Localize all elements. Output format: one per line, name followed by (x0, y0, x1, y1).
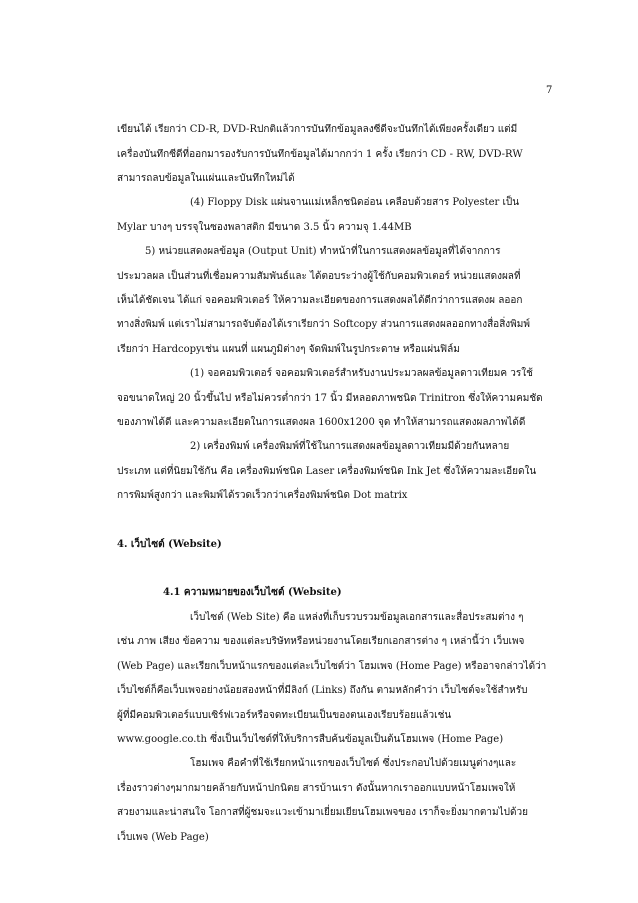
text-line: เครื่องบันทึกซีดีที่ออกมารองรับการบันทึกข้อมูลได้มากกว่า 1 ครั้ง เรียกว่า CD - RW, DVD-RW (117, 149, 523, 160)
text-line: ประมวลผล เป็นส่วนที่เชื่อมความสัมพันธ์และ ได้ตอบระว่างผู้ใช้กับคอมพิวเตอร์ หน่วยแสดงผลที่ (117, 271, 521, 282)
text-line: 5) หน่วยแสดงผลข้อมูล (Output Unit) ทำหน้าที่ในการแสดงผลข้อมูลที่ได้จากการ (145, 246, 501, 257)
text-line: (4) Floppy Disk แผ่นจานแม่เหล็กชนิดอ่อน เคลือบด้วยสาร Polyester เป็น (190, 197, 520, 208)
text-line: เช่น ภาพ เสียง ข้อความ ของแต่ละบริษัทหรือหน่วยงานโดยเรียกเอกสารต่าง ๆ เหล่านี้ว่า เว็บเพจ (117, 636, 525, 647)
text-line: การพิมพ์สูงกว่า และพิมพ์ได้รวดเร็วกว่าเครื่องพิมพ์ชนิด Dot matrix (117, 490, 408, 501)
text-line: เรียกว่า Hardcopyเช่น แผนที่ แผนภูมิต่างๆ จัดพิมพ์ในรูปกระดาษ หรือแผ่นฟิล์ม (117, 344, 460, 355)
text-line: สวยงามและน่าสนใจ โอกาสที่ผู้ชมจะแวะเข้ามาเยี่ยมเยียนโฮมเพจของ เราก็จะยิ่งมากตามไปด้วย (117, 807, 528, 818)
text-line: เว็บเพจ (Web Page) (117, 832, 209, 843)
text-line: จอขนาดใหญ่ 20 นิ้วขึ้นไป หรือไม่ควรต่ำกว่า 17 นิ้ว มีหลอดภาพชนิด Trinitron ซึ่งให้ความคมชัด (117, 393, 543, 404)
text-line: Mylar บางๆ บรรจุในซองพลาสติก มีขนาด 3.5 นิ้ว ความจุ 1.44MB (117, 222, 412, 233)
text-line: ผู้ที่มีคอมพิวเตอร์แบบเซิร์ฟเวอร์หรือจดทะเบียนเป็นของตนเองเรียบร้อยแล้วเช่น (117, 710, 452, 721)
text-line: ประเภท แต่ที่นิยมใช้กัน คือ เครื่องพิมพ์ชนิด Laser เครื่องพิมพ์ชนิด Ink Jet ซึ่งให้ความละเอียดใน (117, 466, 537, 477)
text-line: โฮมเพจ คือคำที่ใช้เรียกหน้าแรกของเว็บไซต์ ซึ่งประกอบไปด้วยเมนูต่างๆและ (190, 758, 517, 769)
text-line: ของภาพได้ดี และความละเอียดในการแสดงผล 1600x1200 จุด ทำให้สามารถแสดงผลภาพได้ดี (117, 417, 526, 428)
text-line: 2) เครื่องพิมพ์ เครื่องพิมพ์ที่ใช้ในการแสดงผลข้อมูลดาวเทียมมีด้วยกันหลาย (190, 441, 510, 452)
text-line: (1) จอคอมพิวเตอร์ จอคอมพิวเตอร์สำหรับงานประมวลผลข้อมูลดาวเทียมค วรใช้ (190, 368, 533, 379)
text-line: เว็บไซต์ (Web Site) คือ แหล่งที่เก็บรวบรวมข้อมูลเอกสารและสื่อประสมต่าง ๆ (190, 612, 524, 623)
text-line: เห็นได้ชัดเจน ได้แก่ จอคอมพิวเตอร์ ให้ความละเอียดของการแสดงผลได้ดีกว่าการแสดงผ ลออก (117, 295, 523, 306)
section-heading: 4. เว็บไซต์ (Website) (117, 539, 222, 550)
text-line: สามารถลบข้อมูลในแผ่นและบันทึกใหม่ได้ (117, 173, 295, 184)
text-line: เรื่องราวต่างๆมากมายคล้ายกับหน้าปกนิตย สารบ้านเรา ดังนั้นหากเราออกแบบหน้าโฮมเพจให้ (117, 783, 516, 794)
text-line: เขียนได้ เรียกว่า CD-R, DVD-Rปกติแล้วการบันทึกข้อมูลลงซีดีจะบันทึกได้เพียงครั้งเดียว แต่มี (117, 124, 518, 135)
text-line: เว็บไซต์ก็คือเว็บเพจอย่างน้อยสองหน้าที่มีลิงก์ (Links) ถึงกัน ตามหลักคำว่า เว็บไซต์จะใช้สำหรับ (117, 685, 528, 696)
text-line: ทางสิ่งพิมพ์ แต่เราไม่สามารถจับต้องได้เราเรียกว่า Softcopy ส่วนการแสดงผลออกทางสื่อสิ่งพิมพ์ (117, 319, 530, 330)
text-line: www.google.co.th ซึ่งเป็นเว็บไซต์ที่ให้บริการสืบค้นข้อมูลเป็นต้นโฮมเพจ (Home Page) (117, 734, 504, 745)
subsection-heading: 4.1 ความหมายของเว็บไซต์ (Website) (163, 587, 342, 598)
page-number: 7 (546, 85, 553, 96)
text-line: (Web Page) และเรียกเว็บหน้าแรกของแต่ละเว็บไซต์ว่า โฮมเพจ (Home Page) หรืออาจกล่าวได้ว่า (117, 661, 547, 672)
